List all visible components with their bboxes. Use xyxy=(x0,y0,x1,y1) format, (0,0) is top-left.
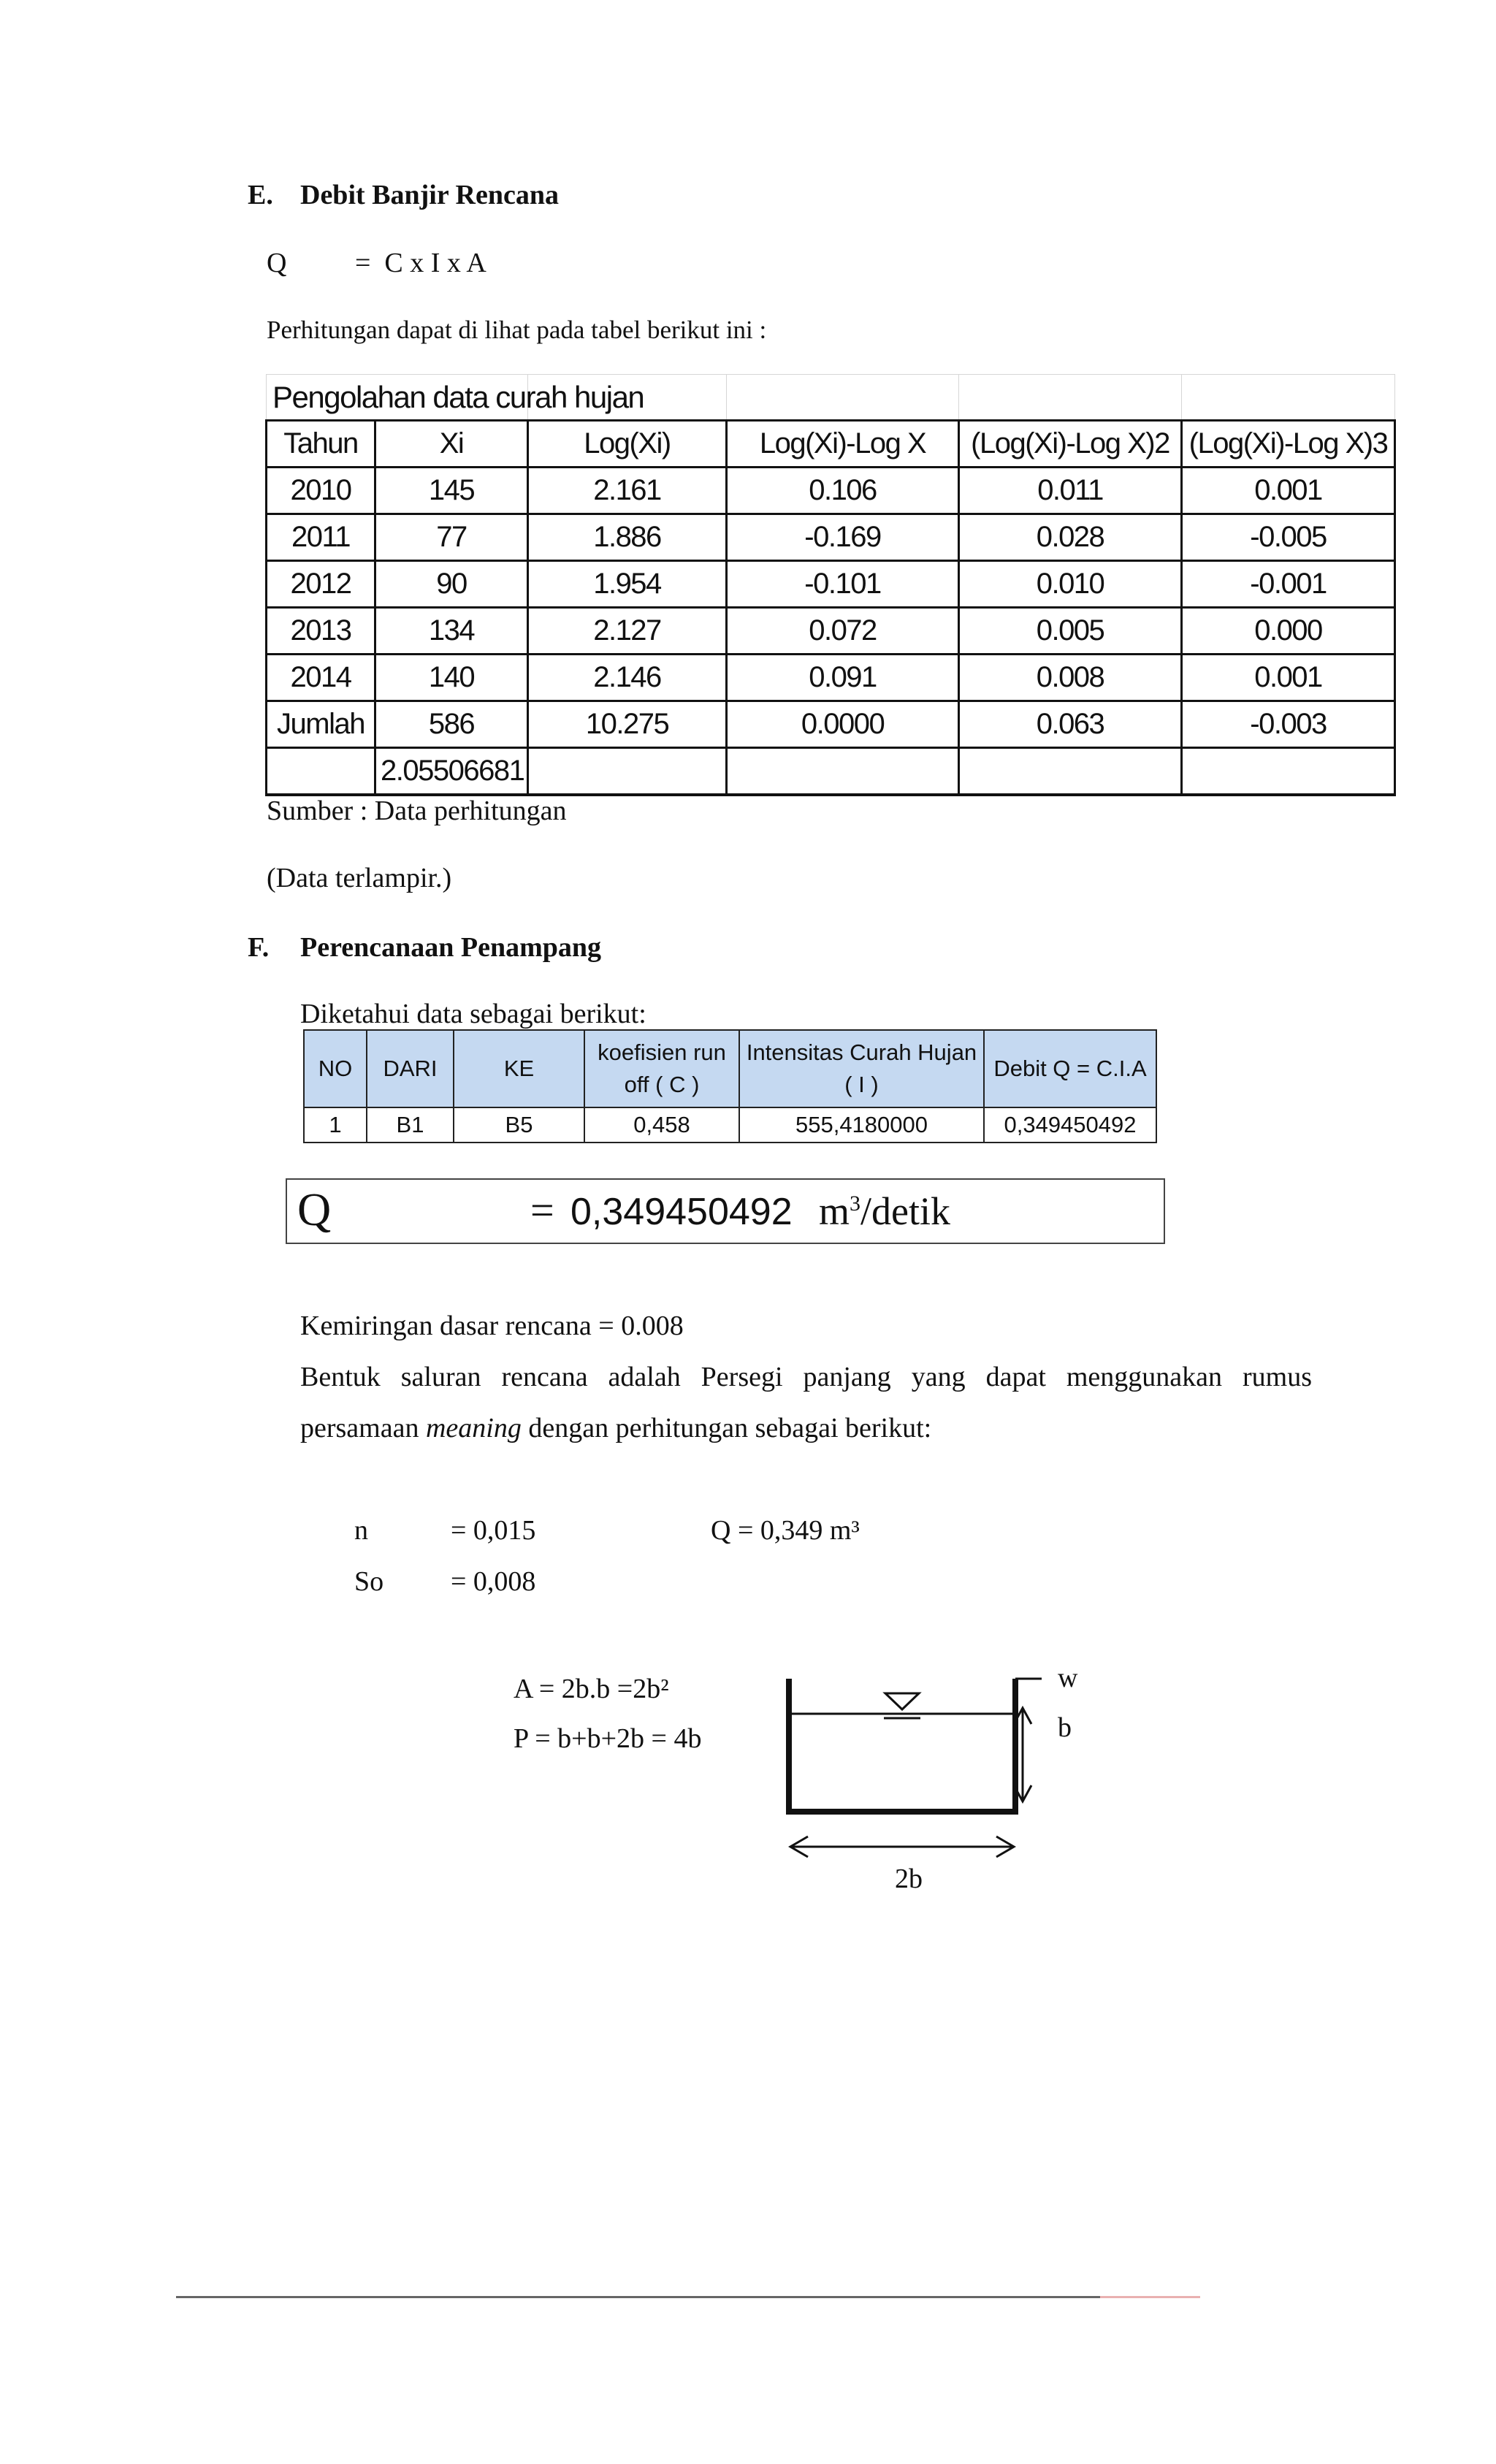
table-cell: 2.127 xyxy=(528,608,727,655)
table-cell: 77 xyxy=(375,514,528,561)
table-cell: 1 xyxy=(304,1107,367,1143)
param-so-value: = 0,008 xyxy=(451,1566,536,1597)
table-cell: 0.001 xyxy=(1182,468,1395,514)
label-2b: 2b xyxy=(895,1864,923,1894)
table-cell: 0.028 xyxy=(959,514,1182,561)
table-cell: 2013 xyxy=(267,608,375,655)
footer-rule-accent xyxy=(1100,2296,1200,2298)
table-cell: 134 xyxy=(375,608,528,655)
table-cell: 0,349450492 xyxy=(984,1107,1156,1143)
q-unit-suffix: /detik xyxy=(860,1189,950,1233)
channel-cross-section-diagram xyxy=(760,1673,1023,1907)
discharge-header-row xyxy=(304,1030,1156,1107)
column-header: DARI xyxy=(367,1030,454,1107)
table-cell: 0.001 xyxy=(1182,655,1395,701)
table-cell: 90 xyxy=(375,561,528,608)
channel-outline xyxy=(789,1679,1015,1812)
table-cell: 2014 xyxy=(267,655,375,701)
column-header: (Log(Xi)-Log X)3 xyxy=(1182,421,1395,468)
table-cell: 0.011 xyxy=(959,468,1182,514)
water-level-icon xyxy=(885,1693,919,1709)
table-note: (Data terlampir.) xyxy=(267,863,452,893)
q-unit-base: m xyxy=(819,1189,850,1233)
rainfall-table xyxy=(265,374,1394,796)
column-header: Log(Xi)-Log X xyxy=(727,421,959,468)
table-row xyxy=(267,468,1395,514)
table-cell: B5 xyxy=(454,1107,584,1143)
formula-rhs: = C x I x A xyxy=(355,248,486,278)
section-e-title: Debit Banjir Rencana xyxy=(300,180,559,210)
table-row xyxy=(267,561,1395,608)
column-header: Log(Xi) xyxy=(528,421,727,468)
table-cell: 1.886 xyxy=(528,514,727,561)
q-equals: = xyxy=(530,1186,554,1234)
table-cell: 0.0000 xyxy=(727,701,959,748)
section-f-intro: Diketahui data sebagai berikut: xyxy=(300,999,646,1029)
table-row xyxy=(267,514,1395,561)
table-cell: 0.000 xyxy=(1182,608,1395,655)
slope-text: Kemiringan dasar rencana = 0.008 xyxy=(300,1311,684,1341)
table-cell: 0.106 xyxy=(727,468,959,514)
table-cell: -0.101 xyxy=(727,561,959,608)
table-cell: -0.001 xyxy=(1182,561,1395,608)
column-header: Intensitas Curah Hujan ( I ) xyxy=(739,1030,984,1107)
table-cell xyxy=(528,748,727,796)
column-header: Xi xyxy=(375,421,528,468)
section-f-letter: F. xyxy=(248,932,270,963)
perimeter-formula: P = b+b+2b = 4b xyxy=(514,1723,702,1754)
footer-rule xyxy=(176,2296,1100,2298)
table-cell: 2012 xyxy=(267,561,375,608)
table-total-row xyxy=(267,701,1395,748)
table-cell: -0.003 xyxy=(1182,701,1395,748)
table-cell: B1 xyxy=(367,1107,454,1143)
table-cell xyxy=(959,748,1182,796)
param-q-value: Q = 0,349 m³ xyxy=(711,1515,860,1546)
table-cell: 555,4180000 xyxy=(739,1107,984,1143)
table-cell: 2.05506681 xyxy=(375,748,528,796)
q-unit xyxy=(819,1189,950,1234)
table-intro: Perhitungan dapat di lihat pada tabel berikut ini : xyxy=(267,316,767,344)
q-value: 0,349450492 xyxy=(570,1191,793,1233)
table-header-row xyxy=(267,421,1395,468)
table-cell: 140 xyxy=(375,655,528,701)
table-mean-row xyxy=(267,748,1395,796)
q-symbol: Q xyxy=(297,1183,332,1235)
param-n-label: n xyxy=(354,1515,368,1546)
table-cell: Jumlah xyxy=(267,701,375,748)
shape-text-line2-start: persamaan xyxy=(300,1413,426,1443)
column-header: Tahun xyxy=(267,421,375,468)
discharge-table xyxy=(303,1029,1157,1143)
table-cell: 0.010 xyxy=(959,561,1182,608)
table-cell: 0.072 xyxy=(727,608,959,655)
column-header: Debit Q = C.I.A xyxy=(984,1030,1156,1107)
table-cell: 145 xyxy=(375,468,528,514)
shape-text-line2-end: dengan perhitungan sebagai berikut: xyxy=(521,1413,932,1443)
table-cell: 10.275 xyxy=(528,701,727,748)
shape-text-line1: Bentuk saluran rencana adalah Persegi panjang yang dapat menggunakan rumus xyxy=(300,1362,1312,1392)
formula-lhs: Q xyxy=(267,248,287,278)
area-formula: A = 2b.b =2b² xyxy=(514,1674,669,1704)
section-f-title: Perencanaan Penampang xyxy=(300,932,602,963)
table-row xyxy=(267,608,1395,655)
table-cell: 2010 xyxy=(267,468,375,514)
table-cell: -0.005 xyxy=(1182,514,1395,561)
table-cell: 586 xyxy=(375,701,528,748)
table-row xyxy=(267,655,1395,701)
table-cell: 0,458 xyxy=(584,1107,739,1143)
table-cell: 1.954 xyxy=(528,561,727,608)
param-so-label: So xyxy=(354,1566,384,1597)
column-header: (Log(Xi)-Log X)2 xyxy=(959,421,1182,468)
table-cell: 2.161 xyxy=(528,468,727,514)
table-cell: 0.091 xyxy=(727,655,959,701)
discharge-result-box xyxy=(286,1178,1165,1244)
label-w: w xyxy=(1058,1663,1078,1693)
label-b: b xyxy=(1058,1712,1072,1743)
table-cell: 0.008 xyxy=(959,655,1182,701)
table-cell: -0.169 xyxy=(727,514,959,561)
table-source: Sumber : Data perhitungan xyxy=(267,796,567,826)
table-cell xyxy=(727,748,959,796)
table-cell: 0.005 xyxy=(959,608,1182,655)
column-header: NO xyxy=(304,1030,367,1107)
table-caption: Pengolahan data curah hujan xyxy=(267,375,528,421)
param-n-value: = 0,015 xyxy=(451,1515,536,1546)
table-cell: 0.063 xyxy=(959,701,1182,748)
section-e-letter: E. xyxy=(248,180,273,210)
table-cell: 2.146 xyxy=(528,655,727,701)
column-header: koefisien run off ( C ) xyxy=(584,1030,739,1107)
shape-text-emphasis: meaning xyxy=(425,1413,522,1443)
column-header: KE xyxy=(454,1030,584,1107)
table-cell: 2011 xyxy=(267,514,375,561)
q-unit-exponent: 3 xyxy=(850,1191,861,1216)
table-row xyxy=(304,1107,1156,1143)
table-cell xyxy=(267,748,375,796)
table-cell xyxy=(1182,748,1395,796)
shape-text-line2 xyxy=(300,1412,931,1444)
